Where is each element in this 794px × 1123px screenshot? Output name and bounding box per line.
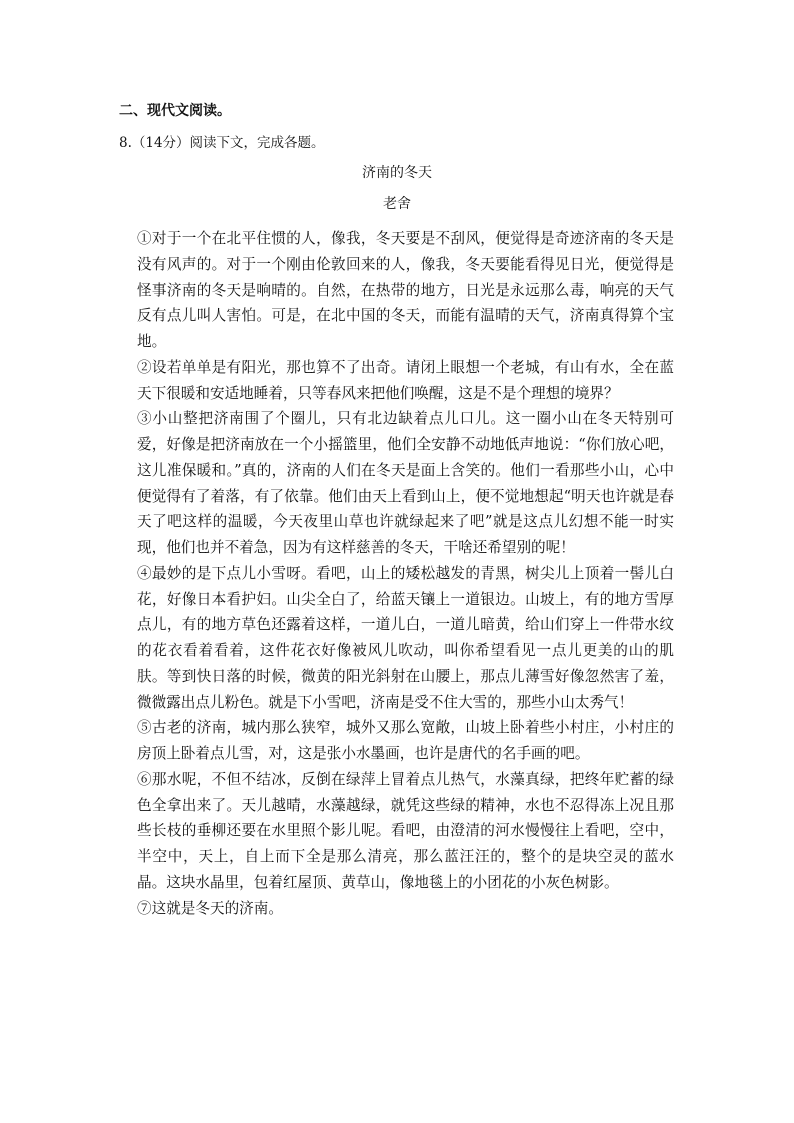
paragraph-4: ④最妙的是下点儿小雪呀。看吧，山上的矮松越发的青黑，树尖儿上顶着一髻儿白花，好像日本看护妇。山尖全白了，给蓝天镶上一道银边。山坡上，有的地方雪厚点儿，有的地方草色还露着这样，一道儿白，一道儿暗黄，给山们穿上一件带水纹的花衣看着看着，这件花衣好像被风儿吹动，叫你希望看见一点儿更美的山的肌肤。等到快日落的时候，微黄的阳光斜射在山腰上，那点儿薄雪好像忽然害了羞，微微露出点儿粉色。就是下小雪吧，济南是受不住大雪的，那些小山太秀气！ [137,564,674,711]
paragraph-2: ②设若单单是有阳光，那也算不了出奇。请闭上眼想一个老城，有山有水，全在蓝天下很暖和安适地睡着，只等春风来把他们唤醒，这是不是个理想的境界？ [137,358,674,402]
paragraph-5: ⑤古老的济南，城内那么狭窄，城外又那么宽敞，山坡上卧着些小村庄，小村庄的房顶上卧着点儿雪，对，这是张小水墨画，也许是唐代的名手画的吧。 [137,719,674,762]
paragraph-6: ⑥那水呢，不但不结冰，反倒在绿萍上冒着点儿热气，水藻真绿，把终年贮蓄的绿色全拿出来了。天儿越晴，水藻越绿，就凭这些绿的精神，水也不忍得冻上况且那些长枝的垂柳还要在水里照个影儿呢。看吧，由澄清的河水慢慢往上看吧，空中，半空中，天上，自上而下全是那么清亮，那么蓝汪汪的，整个的是块空灵的蓝水晶。这块水晶里，包着红屋顶、黄草山，像地毯上的小团花的小灰色树影。 [137,770,674,891]
passage-body [137,226,674,921]
paragraph-3: ③小山整把济南围了个圈儿，只有北边缺着点儿口儿。这一圈小山在冬天特别可爱，好像是把济南放在一个小摇篮里，他们全安静不动地低声地说：“你们放心吧，这儿准保暖和。”真的，济南的人们在冬天是面上含笑的。他们一看那些小山，心中便觉得有了着落，有了依靠。他们由天上看到山上，便不觉地想起“明天也许就是春天了吧这样的温暖，今天夜里山草也许就绿起来了吧”就是这点儿幻想不能一时实现，他们也并不着急，因为有这样慈善的冬天，干啥还希望别的呢！ [137,410,674,556]
section-heading: 二、现代文阅读。 [119,103,231,119]
paragraph-1: ①对于一个在北平住惯的人，像我，冬天要是不刮风，便觉得是奇迹济南的冬天是没有风声的。对于一个刚由伦敦回来的人，像我，冬天要能看得见日光，便觉得是怪事济南的冬天是响晴的。自然，在热带的地方，日光是永远那么毒，响亮的天气反有点儿叫人害怕。可是，在北中国的冬天，而能有温晴的天气，济南真得算个宝地。 [137,230,674,350]
passage-author: 老舍 [383,196,411,212]
question-prompt: 8.（14分）阅读下文，完成各题。 [119,135,325,151]
passage-title: 济南的冬天 [362,165,432,181]
paragraph-7: ⑦这就是冬天的济南。 [137,899,283,917]
